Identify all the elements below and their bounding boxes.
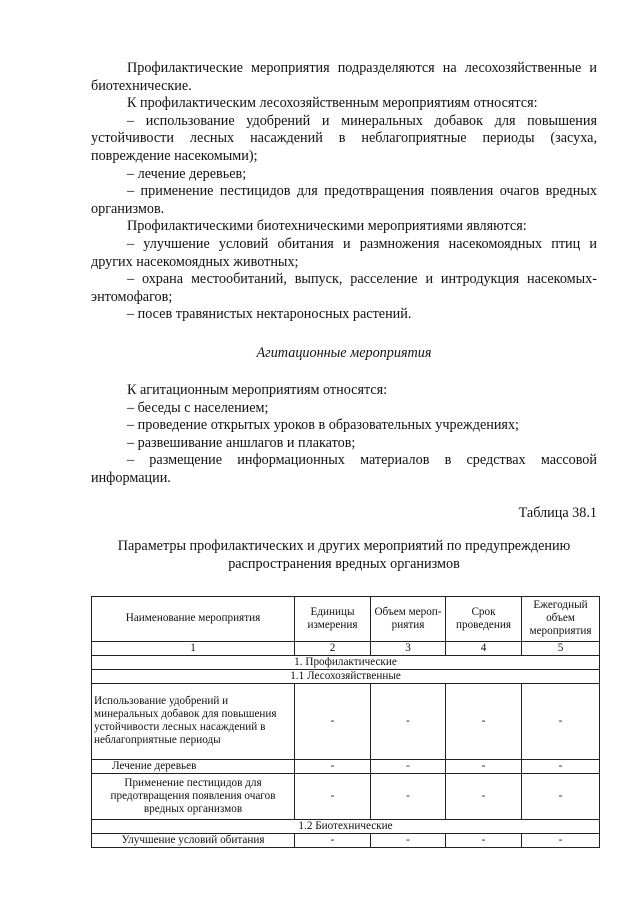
- cell: -: [446, 759, 522, 773]
- row-name: Лечение деревьев: [92, 759, 295, 773]
- cell: -: [522, 833, 600, 847]
- column-header: Объем мероп-риятия: [371, 596, 446, 641]
- cell: -: [446, 833, 522, 847]
- column-number: 3: [371, 641, 446, 655]
- list-item: – проведение открытых уроков в образовательных учреждениях;: [127, 417, 519, 434]
- list-item: – улучшение условий обитания и размножения насекомоядных птиц и других насекомоядных животных;: [91, 235, 597, 270]
- section-row: [92, 655, 600, 669]
- table-row: [92, 683, 600, 759]
- column-header: Наименование мероприятия: [92, 596, 295, 641]
- cell: -: [371, 683, 446, 759]
- section-row: [92, 819, 600, 833]
- row-name: Применение пестицидов для предотвращения появления очагов вредных организмов: [92, 773, 295, 819]
- list-item: – размещение информационных материалов в средствах массовой информации.: [91, 452, 597, 486]
- column-header: Срок проведения: [446, 596, 522, 641]
- cell: -: [295, 773, 371, 819]
- table-row: [92, 759, 600, 773]
- paragraph: К агитационным мероприятиям относятся:: [127, 381, 388, 398]
- section-label: 1.1 Лесохозяйственные: [92, 669, 600, 683]
- cell: -: [371, 759, 446, 773]
- section-row: [92, 669, 600, 683]
- column-number-row: [92, 641, 600, 655]
- list-item: – применение пестицидов для предотвращения появления очагов вредных организмов.: [91, 183, 597, 217]
- list-item: – использование удобрений и минеральных добавок для повышения устойчивости лесных насаждений в неблагоприятные периоды (засуха, повреждение насекомыми);: [91, 112, 597, 164]
- table-title: Параметры профилактических и других мероприятий по предупреждению распространения вредных организмов: [117, 538, 571, 573]
- column-header: Ежегодный объем мероприятия: [522, 596, 600, 641]
- table-label: Таблица 38.1: [518, 505, 597, 522]
- list-item: – посев травянистых нектароносных растений.: [127, 306, 412, 323]
- cell: -: [522, 759, 600, 773]
- cell: -: [522, 683, 600, 759]
- list-item: – охрана местообитаний, выпуск, расселение и интродукция насекомых-энтомофагов;: [91, 271, 597, 305]
- paragraph: Профилактические мероприятия подразделяются на лесохозяйственные и биотехнические.: [91, 60, 597, 94]
- document-page: [91, 60, 597, 848]
- table-row: [92, 773, 600, 819]
- parameters-table: [91, 596, 600, 848]
- cell: -: [295, 759, 371, 773]
- column-header: Единицы измерения: [295, 596, 371, 641]
- cell: -: [371, 773, 446, 819]
- cell: -: [295, 833, 371, 847]
- cell: -: [522, 773, 600, 819]
- list-item: – лечение деревьев;: [127, 165, 247, 182]
- section-heading: Агитационные мероприятия: [256, 344, 432, 361]
- row-name: Улучшение условий обитания: [92, 833, 295, 847]
- row-name: Использование удобрений и минеральных добавок для повышения устойчивости лесных насаждений в неблагоприятные периоды: [92, 683, 295, 759]
- column-number: 2: [295, 641, 371, 655]
- cell: -: [446, 683, 522, 759]
- list-item: – беседы с населением;: [127, 399, 269, 416]
- column-number: 5: [522, 641, 600, 655]
- section-label: 1. Профилактические: [92, 655, 600, 669]
- cell: -: [446, 773, 522, 819]
- table-row: [92, 833, 600, 847]
- list-item: – развешивание аншлагов и плакатов;: [127, 434, 356, 451]
- column-number: 4: [446, 641, 522, 655]
- paragraph: Профилактическими биотехническими мероприятиями являются:: [127, 218, 527, 235]
- cell: -: [295, 683, 371, 759]
- section-label: 1.2 Биотехнические: [92, 819, 600, 833]
- table-header-row: [92, 596, 600, 641]
- cell: -: [371, 833, 446, 847]
- column-number: 1: [92, 641, 295, 655]
- paragraph: К профилактическим лесохозяйственным мероприятиям относятся:: [127, 95, 538, 112]
